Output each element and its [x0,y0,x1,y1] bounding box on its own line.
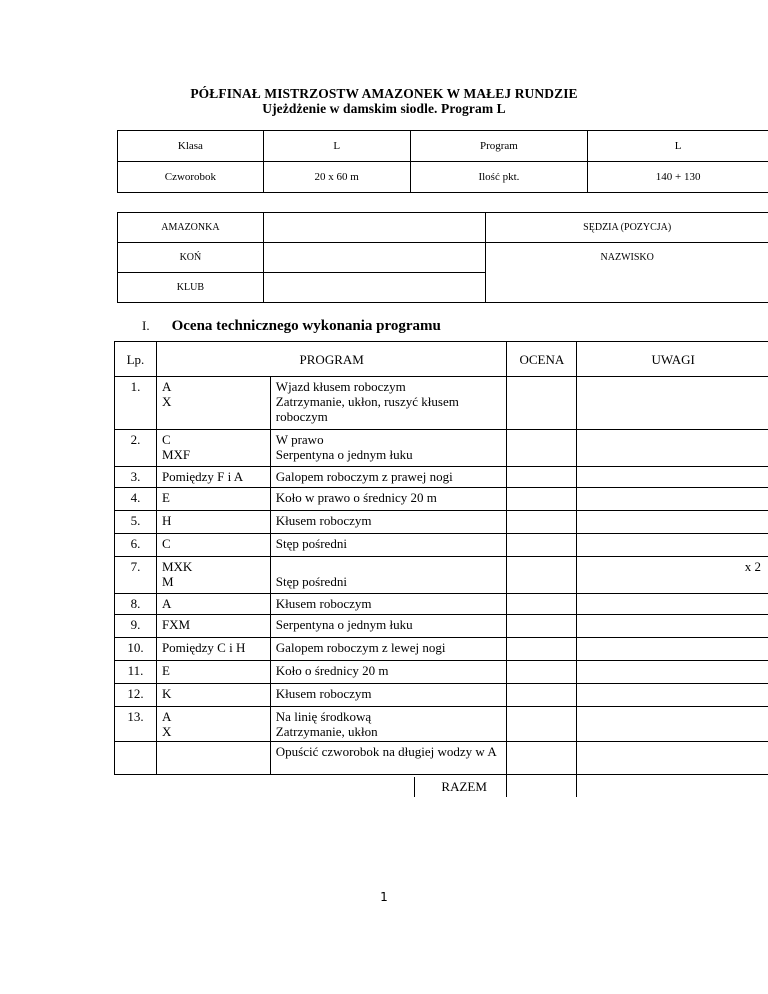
row-ocena-cell[interactable] [507,488,577,511]
total-label: RAZEM [414,777,506,797]
row-point2: MXF [161,447,191,462]
final-uwagi-cell[interactable] [577,742,768,775]
table-row [115,534,768,557]
row-description [270,557,507,594]
row-description [270,377,507,430]
row-lp: 8. [115,594,157,615]
row-desc1: Wjazd kłusem roboczym [275,379,406,394]
row-lp: 9. [115,615,157,638]
row-ocena-cell[interactable] [507,661,577,684]
info-table [117,130,768,193]
row-point2: X [161,724,172,739]
row-description [270,684,507,707]
row-point1: A [161,379,172,394]
row-ocena-cell[interactable] [507,430,577,467]
row-uwagi-cell[interactable] [577,615,768,638]
table-row [115,615,768,638]
row-point [156,684,270,707]
row-uwagi-cell[interactable] [577,661,768,684]
row-ocena-cell[interactable] [507,534,577,557]
row-desc2: Serpentyna o jednym łuku [275,447,413,462]
row-note: x 2 [744,559,761,574]
row-uwagi-cell[interactable] [577,707,768,742]
row-description [270,594,507,615]
table-row [115,638,768,661]
row-uwagi-cell[interactable] [577,430,768,467]
czworobok-value: 20 x 60 m [263,162,410,193]
info-row-czworobok [118,162,768,193]
row-point [156,661,270,684]
row-point [156,638,270,661]
row-uwagi-cell[interactable] [577,594,768,615]
total-row [115,775,768,798]
table-row [115,488,768,511]
row-point1: A [161,709,172,724]
row-uwagi-cell[interactable] [577,377,768,430]
program-table [114,341,768,797]
header-lp: Lp. [115,342,157,377]
row-description [270,488,507,511]
row-ocena-cell[interactable] [507,467,577,488]
row-uwagi-cell[interactable] [577,467,768,488]
row-desc2: Zatrzymanie, ukłon [275,724,378,739]
row-point [156,377,270,430]
row-lp: 12. [115,684,157,707]
table-row [115,430,768,467]
row-point2: M [161,574,174,589]
final-instruction-row [115,742,768,775]
row-description [270,467,507,488]
header-uwagi: UWAGI [577,342,768,377]
row-point2: X [161,394,172,409]
row-lp: 3. [115,467,157,488]
page-title: PÓŁFINAŁ MISTRZOSTW AMAZONEK W MAŁEJ RUNDZIE [190,86,578,101]
row-desc1: Koło w prawo o średnicy 20 m [275,490,437,505]
row-desc1: Galopem roboczym z prawej nogi [275,469,453,484]
ilosc-label: Ilość pkt. [410,162,588,193]
row-lp: 6. [115,534,157,557]
row-ocena-cell[interactable] [507,638,577,661]
row-point1: H [161,513,172,528]
row-desc1: Kłusem roboczym [275,513,372,528]
row-desc1: W prawo [275,432,324,447]
row-description [270,661,507,684]
row-point [156,594,270,615]
klub-label: KLUB [118,273,264,303]
header-ocena: OCENA [507,342,577,377]
final-instruction: Opuścić czworobok na długiej wodzy w A [270,742,507,775]
program-table-header [115,342,768,377]
program-label: Program [410,131,588,162]
row-point [156,511,270,534]
row-point1: Pomiędzy C i H [161,640,246,655]
page-number: 1 [380,890,388,904]
table-row [115,684,768,707]
sedzia-label: SĘDZIA (POZYCJA) [486,213,768,243]
info-row-klasa [118,131,768,162]
row-lp: 4. [115,488,157,511]
row-point1: Pomiędzy F i A [161,469,244,484]
row-ocena-cell[interactable] [507,615,577,638]
row-point [156,557,270,594]
section-heading [142,318,441,335]
section-number: I. [142,318,150,333]
row-uwagi-cell[interactable] [577,557,768,594]
row-desc1: Na linię środkową [275,709,372,724]
row-point [156,707,270,742]
kon-label: KOŃ [118,243,264,273]
row-desc1: Serpentyna o jednym łuku [275,617,413,632]
page-subtitle: Ujeżdżenie w damskim siodle. Program L [262,101,506,116]
table-row [115,594,768,615]
row-description [270,615,507,638]
row-ocena-cell[interactable] [507,377,577,430]
row-uwagi-cell[interactable] [577,511,768,534]
table-row [115,707,768,742]
row-desc1: Kłusem roboczym [275,596,372,611]
rider-row-amazonka [118,213,768,243]
row-lp: 13. [115,707,157,742]
program-rows [115,377,768,742]
row-uwagi-cell[interactable] [577,684,768,707]
row-description [270,534,507,557]
czworobok-label: Czworobok [118,162,264,193]
final-ocena-cell[interactable] [507,742,577,775]
kon-field[interactable] [263,243,486,273]
row-point [156,615,270,638]
ilosc-value: 140 + 130 [588,162,768,193]
row-lp: 5. [115,511,157,534]
nazwisko-label: NAZWISKO [486,243,768,303]
row-desc2: Stęp pośredni [275,574,347,589]
row-description [270,707,507,742]
row-uwagi-cell[interactable] [577,488,768,511]
row-point1: C [161,432,171,447]
row-description [270,511,507,534]
row-desc1: Kłusem roboczym [275,686,372,701]
row-point [156,430,270,467]
row-lp: 10. [115,638,157,661]
amazonka-label: AMAZONKA [118,213,264,243]
row-point1: K [161,686,172,701]
row-ocena-cell[interactable] [507,594,577,615]
row-point1: MXK [161,559,193,574]
row-point [156,467,270,488]
table-row [115,511,768,534]
program-value: L [588,131,768,162]
row-lp: 2. [115,430,157,467]
table-row [115,467,768,488]
final-lp-cell [115,742,157,775]
row-lp: 11. [115,661,157,684]
row-point [156,488,270,511]
row-uwagi-cell[interactable] [577,638,768,661]
final-point-cell [156,742,270,775]
row-uwagi-cell[interactable] [577,534,768,557]
row-lp: 7. [115,557,157,594]
total-ocena-cell[interactable] [507,775,577,798]
rider-table [117,212,768,303]
klub-field[interactable] [263,273,486,303]
row-ocena-cell[interactable] [507,511,577,534]
row-description [270,430,507,467]
row-desc1: Galopem roboczym z lewej nogi [275,640,446,655]
row-ocena-cell[interactable] [507,684,577,707]
row-point [156,534,270,557]
amazonka-field[interactable] [263,213,486,243]
row-lp: 1. [115,377,157,430]
header-program: PROGRAM [156,342,506,377]
row-point1: C [161,536,171,551]
row-point1: FXM [161,617,191,632]
row-desc2: Zatrzymanie, ukłon, ruszyć kłusem roboczym [275,394,459,424]
row-description [270,638,507,661]
row-point1: A [161,596,172,611]
klasa-value: L [263,131,410,162]
table-row [115,661,768,684]
row-ocena-cell[interactable] [507,557,577,594]
table-row [115,557,768,594]
table-row [115,377,768,430]
rider-row-kon [118,243,768,273]
row-desc1: Koło o średnicy 20 m [275,663,389,678]
section-title: Ocena technicznego wykonania programu [171,318,441,334]
klasa-label: Klasa [118,131,264,162]
row-ocena-cell[interactable] [507,707,577,742]
row-desc1: Stęp pośredni [275,536,347,551]
row-point1: E [161,490,170,505]
row-point1: E [161,663,170,678]
